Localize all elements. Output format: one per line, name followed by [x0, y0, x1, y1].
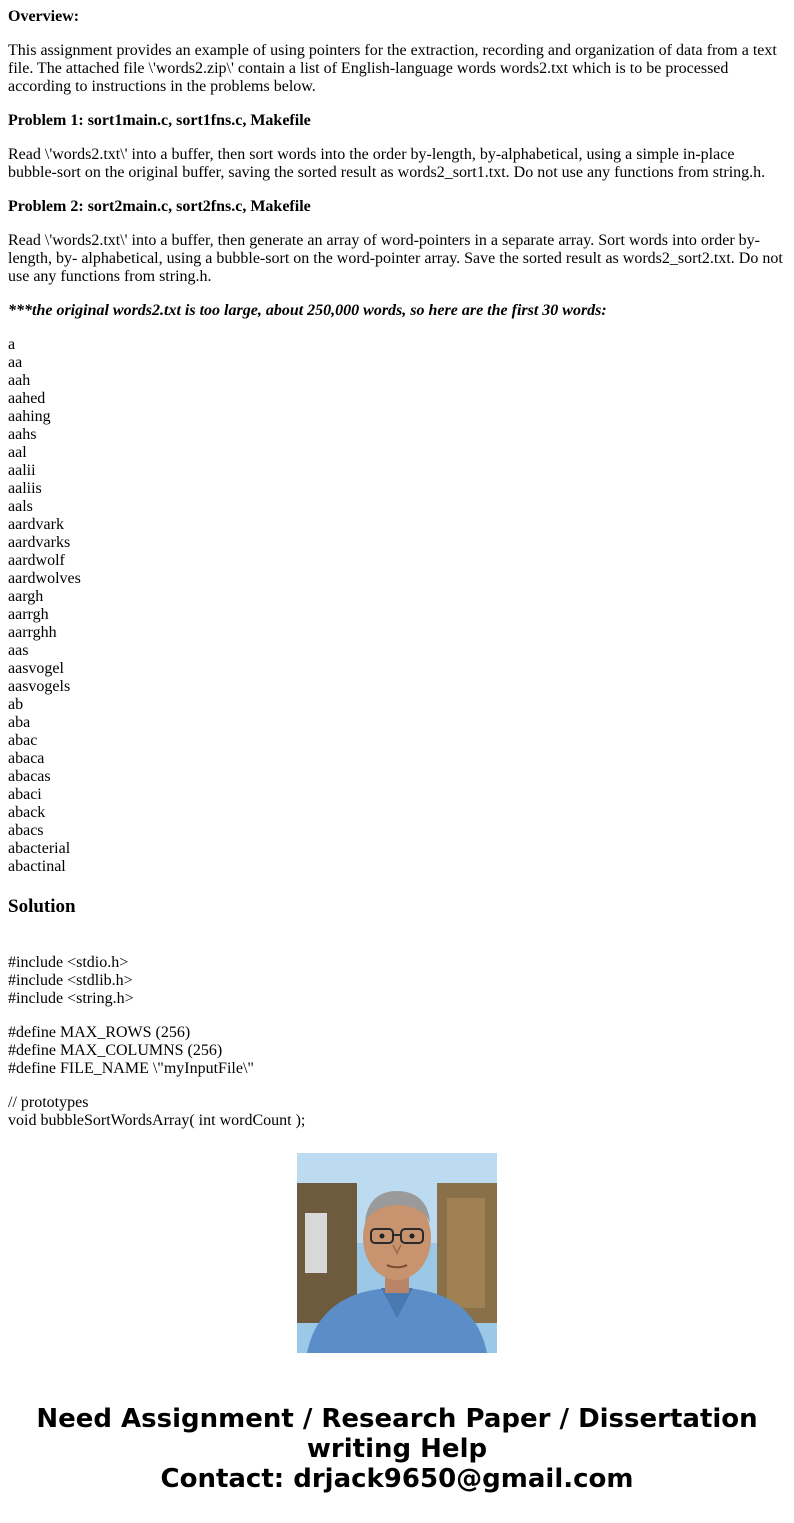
code-blank-line: [8, 1078, 786, 1094]
contact-banner-line2: writing Help: [306, 1434, 488, 1464]
contact-banner-line3: Contact: drjack9650@gmail.com: [160, 1464, 634, 1494]
word-item: ab: [8, 696, 24, 713]
overview-heading: Overview:: [8, 8, 80, 25]
code-line: #define MAX_COLUMNS (256): [8, 1042, 223, 1059]
code-line: #define MAX_ROWS (256): [8, 1024, 191, 1041]
word-item: aal: [8, 444, 27, 461]
problem1-heading: Problem 1: sort1main.c, sort1fns.c, Makefile: [8, 112, 311, 129]
word-item: abacs: [8, 822, 44, 839]
author-photo-illustration: [297, 1153, 497, 1353]
solution-code: [8, 954, 786, 1129]
word-item: aasvogels: [8, 678, 71, 695]
document-body: [8, 8, 786, 1129]
code-line: #define FILE_NAME \"myInputFile\": [8, 1060, 254, 1077]
contact-banner-line1: Need Assignment / Research Paper / Dissertation: [36, 1404, 758, 1434]
word-item: aasvogel: [8, 660, 64, 677]
problem1-text: Read \'words2.txt\' into a buffer, then sort words into the order by-length, by-alphabetical, using a simple in-place bubble-sort on the original buffer, saving the sorted result as words2_sort1.txt. Do not use any functions from string.h.: [8, 146, 766, 181]
word-item: aardvarks: [8, 534, 71, 551]
contact-banner: [0, 1404, 794, 1494]
word-item: a: [8, 336, 16, 353]
problem2-heading: Problem 2: sort2main.c, sort2fns.c, Makefile: [8, 198, 311, 215]
word-item: aardwolves: [8, 570, 81, 587]
word-item: aahed: [8, 390, 46, 407]
code-line: // prototypes: [8, 1094, 89, 1111]
code-line: #include <stdio.h>: [8, 954, 129, 971]
word-item: aardvark: [8, 516, 64, 533]
word-list: [8, 336, 786, 876]
word-item: abacas: [8, 768, 51, 785]
code-line: #include <string.h>: [8, 990, 134, 1007]
word-item: abaca: [8, 750, 45, 767]
word-item: abac: [8, 732, 38, 749]
word-item: aah: [8, 372, 31, 389]
solution-heading: Solution: [8, 896, 76, 917]
word-item: aa: [8, 354, 23, 371]
word-item: abacterial: [8, 840, 71, 857]
code-line: void bubbleSortWordsArray( int wordCount );: [8, 1112, 306, 1129]
word-item: abactinal: [8, 858, 66, 875]
word-item: aardwolf: [8, 552, 65, 569]
word-item: aarrghh: [8, 624, 57, 641]
word-item: aarrgh: [8, 606, 49, 623]
word-item: aahing: [8, 408, 51, 425]
word-item: aargh: [8, 588, 44, 605]
word-item: aaliis: [8, 480, 42, 497]
word-item: aback: [8, 804, 46, 821]
word-item: abaci: [8, 786, 42, 803]
word-item: aba: [8, 714, 31, 731]
author-photo: [297, 1153, 497, 1353]
code-blank-line: [8, 1008, 786, 1024]
problem2-text: Read \'words2.txt\' into a buffer, then generate an array of word-pointers in a separate array. Sort words into order by-length, by- alphabetical, using a bubble-sort on the word-pointer array. Save the sorted result as words2_sort2.txt. Do not use any functions from string.h.: [8, 232, 783, 285]
words-note: ***the original words2.txt is too large, about 250,000 words, so here are the first 30 words:: [8, 302, 607, 319]
code-line: #include <stdlib.h>: [8, 972, 133, 989]
word-item: aals: [8, 498, 33, 515]
word-item: aahs: [8, 426, 37, 443]
overview-text: This assignment provides an example of using pointers for the extraction, recording and organization of data from a text file. The attached file \'words2.zip\' contain a list of English-language words words2.txt which is to be processed according to instructions in the problems below.: [8, 42, 777, 95]
word-item: aalii: [8, 462, 36, 479]
word-item: aas: [8, 642, 29, 659]
